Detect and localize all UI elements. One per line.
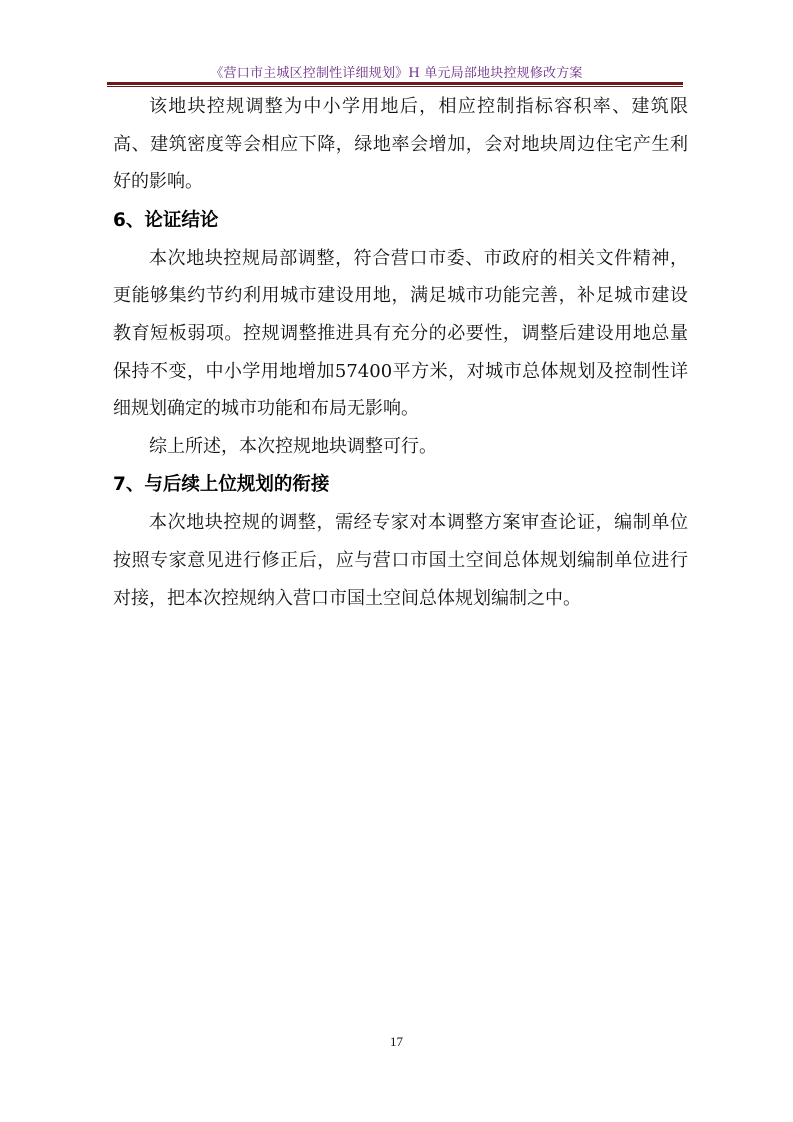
header-double-rule <box>107 82 683 87</box>
section-7-heading: 7、与后续上位规划的衔接 <box>113 474 330 496</box>
section-6-paragraph-2: 综上所述，本次控规地块调整可行。 <box>149 435 437 457</box>
page-content <box>113 88 688 617</box>
running-header-title: 《营口市主城区控制性详细规划》H 单元局部地块控规修改方案 <box>210 66 583 81</box>
intro-paragraph: 该地块控规调整为中小学用地后，相应控制指标容积率、建筑限高、建筑密度等会相应下降，绿地率会增加，会对地块周边住宅产生利好的影响。 <box>113 96 688 193</box>
section-7-paragraph-1: 本次地块控规的调整，需经专家对本调整方案审查论证，编制单位按照专家意见进行修正后，应与营口市国土空间总体规划编制单位进行对接，把本次控规纳入营口市国土空间总体规划编制之中。 <box>113 512 688 609</box>
section-6-paragraph-1: 本次地块控规局部调整，符合营口市委、市政府的相关文件精神，更能够集约节约利用城市建设用地，满足城市功能完善，补足城市建设教育短板弱项。控规调整推进具有充分的必要性，调整后建设用地总量保持不变，中小学用地增加57400平方米，对城市总体规划及控制性详细规划确定的城市功能和布局无影响。 <box>113 247 688 420</box>
page-number: 17 <box>390 1034 403 1049</box>
section-6-heading: 6、论证结论 <box>113 209 219 231</box>
